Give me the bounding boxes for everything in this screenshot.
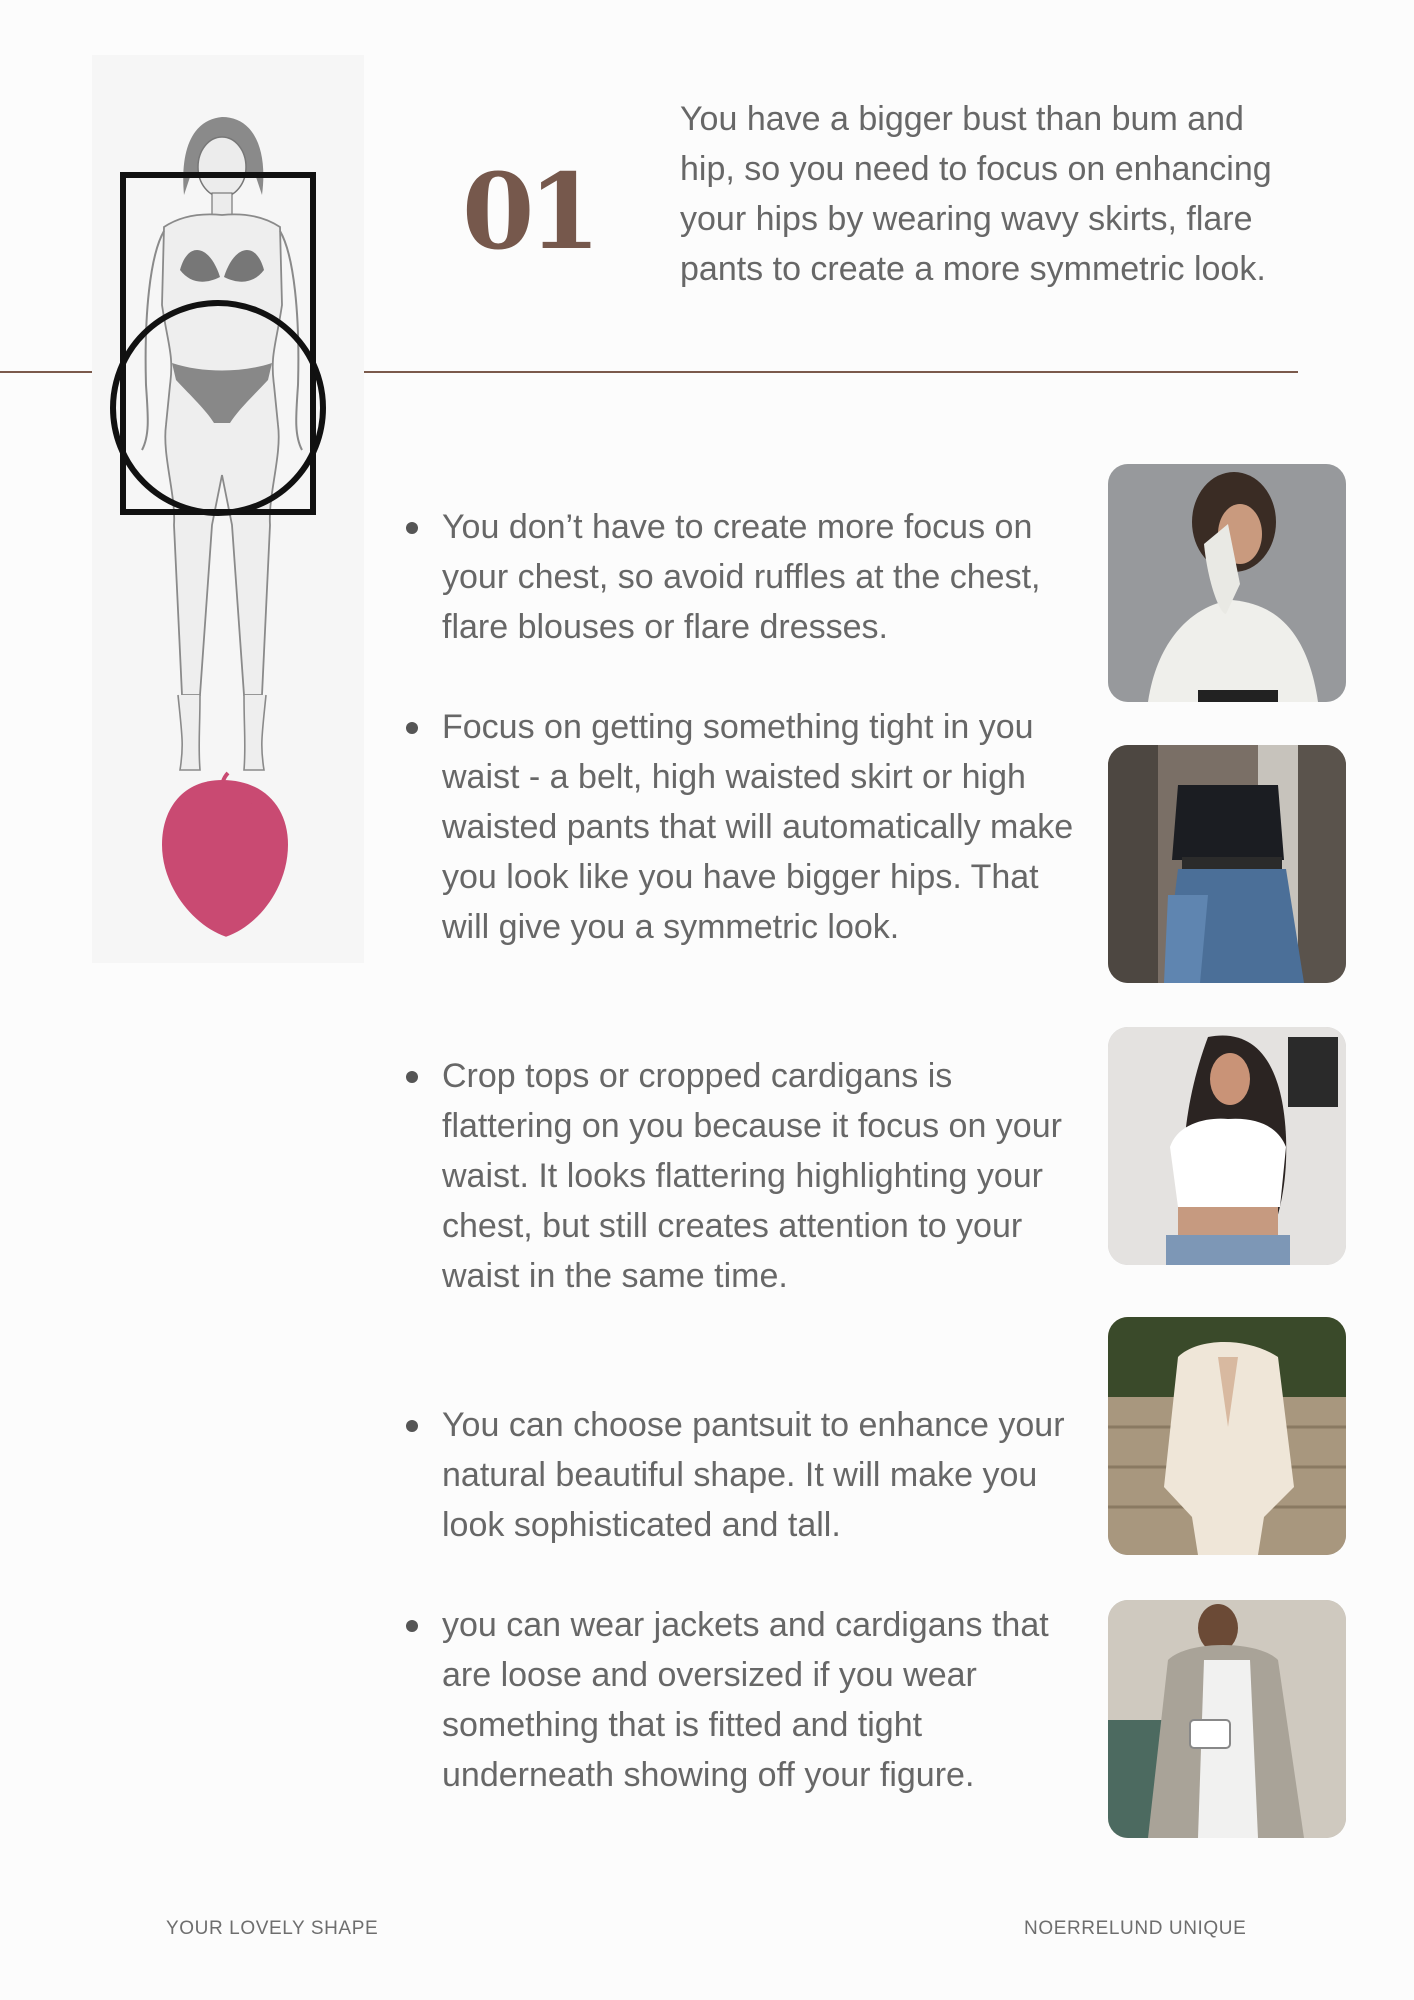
- divider-line-left: [0, 371, 92, 373]
- bullet-icon: [406, 522, 418, 534]
- list-item: [400, 502, 1090, 652]
- tip-text: You don’t have to create more focus on your chest, so avoid ruffles at the chest, flare blouses or flare dresses.: [442, 508, 1041, 646]
- intro-text: You have a bigger bust than bum and hip, so you need to focus on enhancing your hips by wearing wavy skirts, flare pants to create a more symmetric look.: [680, 100, 1272, 288]
- outfit-photo-oversized-cardigan: [1108, 1600, 1346, 1838]
- outfit-photo-white-top: [1108, 464, 1346, 702]
- body-figure-illustration: [92, 55, 364, 963]
- list-item: [400, 1051, 1090, 1301]
- footer-left-label: YOUR LOVELY SHAPE: [166, 1918, 379, 1939]
- bullet-icon: [406, 1071, 418, 1083]
- list-item: [400, 1400, 1090, 1550]
- tip-text: You can choose pantsuit to enhance your natural beautiful shape. It will make you look sophisticated and tall.: [442, 1406, 1065, 1544]
- footer-right-label: NOERRELUND UNIQUE: [1024, 1918, 1247, 1939]
- list-item: [400, 702, 1090, 952]
- tip-text: you can wear jackets and cardigans that are loose and oversized if you wear something that is fitted and tight underneath showing off your figure.: [442, 1606, 1049, 1794]
- section-number: 01: [462, 150, 595, 273]
- strawberry-icon: [162, 773, 288, 937]
- divider-line-right: [364, 371, 1298, 373]
- bullet-icon: [406, 1420, 418, 1432]
- outfit-photo-jeans: [1108, 745, 1346, 983]
- bullet-icon: [406, 1620, 418, 1632]
- bullet-icon: [406, 722, 418, 734]
- tip-text: Focus on getting something tight in you waist - a belt, high waisted skirt or high waisted pants that will automatically make you look like you have bigger hips. That will give you a symmetric look.: [442, 708, 1074, 946]
- body-shape-panel: [92, 55, 364, 963]
- list-item: [400, 1600, 1090, 1800]
- outfit-photo-pantsuit: [1108, 1317, 1346, 1555]
- outfit-photo-crop-top: [1108, 1027, 1346, 1265]
- tip-text: Crop tops or cropped cardigans is flattering on you because it focus on your waist. It looks flattering highlighting your chest, but still creates attention to your waist in the same time.: [442, 1057, 1062, 1295]
